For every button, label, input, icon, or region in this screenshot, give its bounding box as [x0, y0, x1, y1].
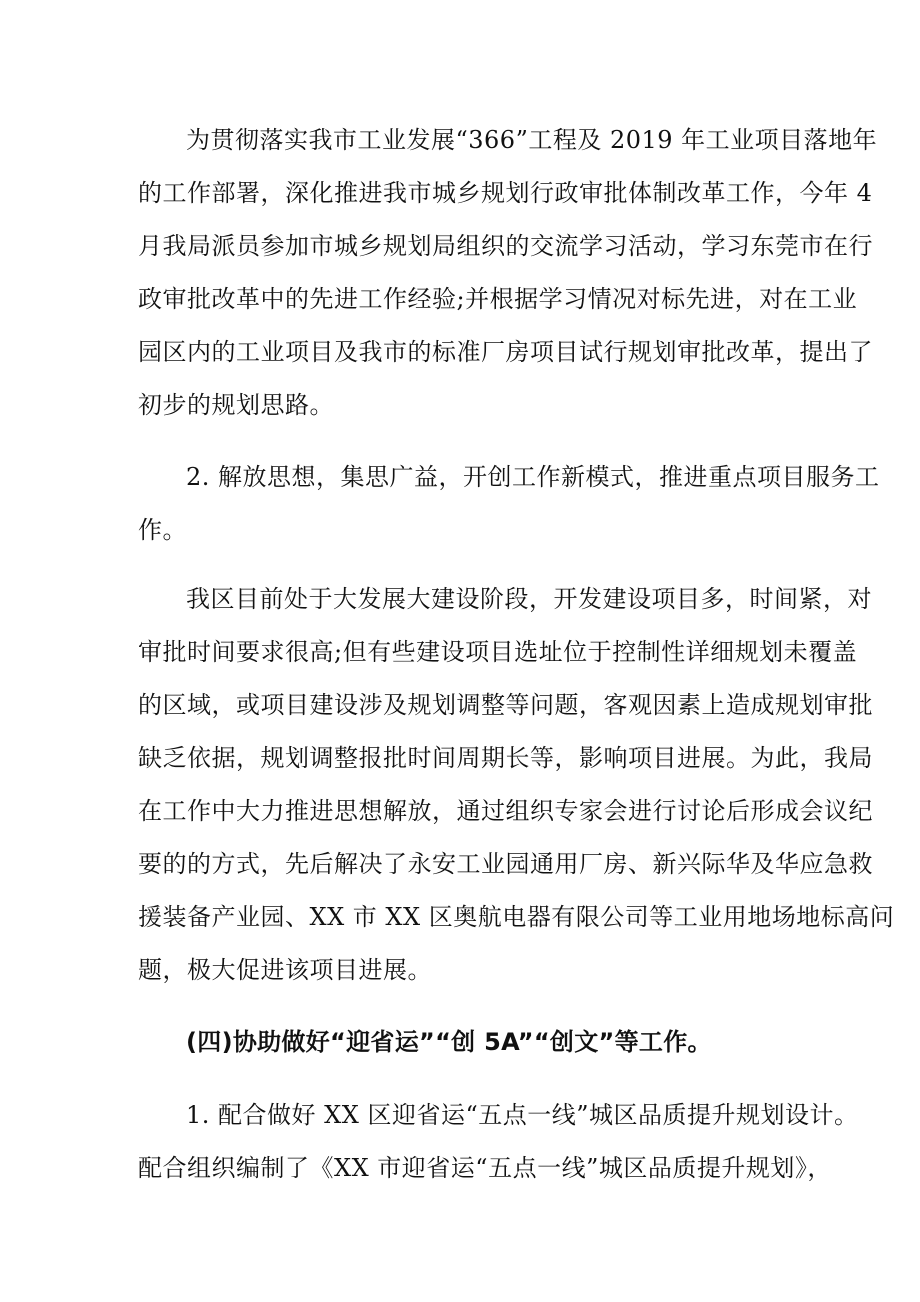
- section-heading: (四)协助做好“迎省运”“创 5A”“创文”等工作。: [186, 1028, 712, 1056]
- paragraph-5-line-2: 配合组织编制了《XX 市迎省运“五点一线”城区品质提升规划》，: [138, 1154, 832, 1182]
- paragraph-3-line-4: 缺乏依据，规划调整报批时间周期长等，影响项目进展。为此，我局: [138, 744, 873, 772]
- paragraph-1-line-6: 初步的规划思路。: [138, 391, 334, 419]
- paragraph-3-line-3: 的区域，或项目建设涉及规划调整等问题，客观因素上造成规划审批: [138, 691, 873, 719]
- paragraph-2-line-1: 2. 解放思想，集思广益，开创工作新模式，推进重点项目服务工: [186, 463, 880, 491]
- paragraph-1-line-1: 为贯彻落实我市工业发展“366”工程及 2019 年工业项目落地年: [186, 126, 878, 154]
- paragraph-1-line-3: 月我局派员参加市城乡规划局组织的交流学习活动，学习东莞市在行: [138, 232, 873, 260]
- paragraph-3-line-7: 援装备产业园、XX 市 XX 区奥航电器有限公司等工业用地场地标高问: [138, 903, 895, 931]
- paragraph-3-line-1: 我区目前处于大发展大建设阶段，开发建设项目多，时间紧，对: [186, 585, 872, 613]
- paragraph-3-line-2: 审批时间要求很高;但有些建设项目选址位于控制性详细规划未覆盖: [138, 638, 858, 666]
- paragraph-1-line-5: 园区内的工业项目及我市的标准厂房项目试行规划审批改革，提出了: [138, 338, 873, 366]
- paragraph-1-line-2: 的工作部署，深化推进我市城乡规划行政审批体制改革工作，今年 4: [138, 179, 873, 207]
- paragraph-1-line-4: 政审批改革中的先进工作经验;并根据学习情况对标先进，对在工业: [138, 285, 858, 313]
- paragraph-3-line-8: 题，极大促进该项目进展。: [138, 956, 432, 984]
- paragraph-3-line-6: 要的的方式，先后解决了永安工业园通用厂房、新兴际华及华应急救: [138, 850, 873, 878]
- paragraph-2-line-2: 作。: [138, 516, 187, 544]
- paragraph-3-line-5: 在工作中大力推进思想解放，通过组织专家会进行讨论后形成会议纪: [138, 797, 873, 825]
- paragraph-5-line-1: 1. 配合做好 XX 区迎省运“五点一线”城区品质提升规划设计。: [186, 1101, 859, 1129]
